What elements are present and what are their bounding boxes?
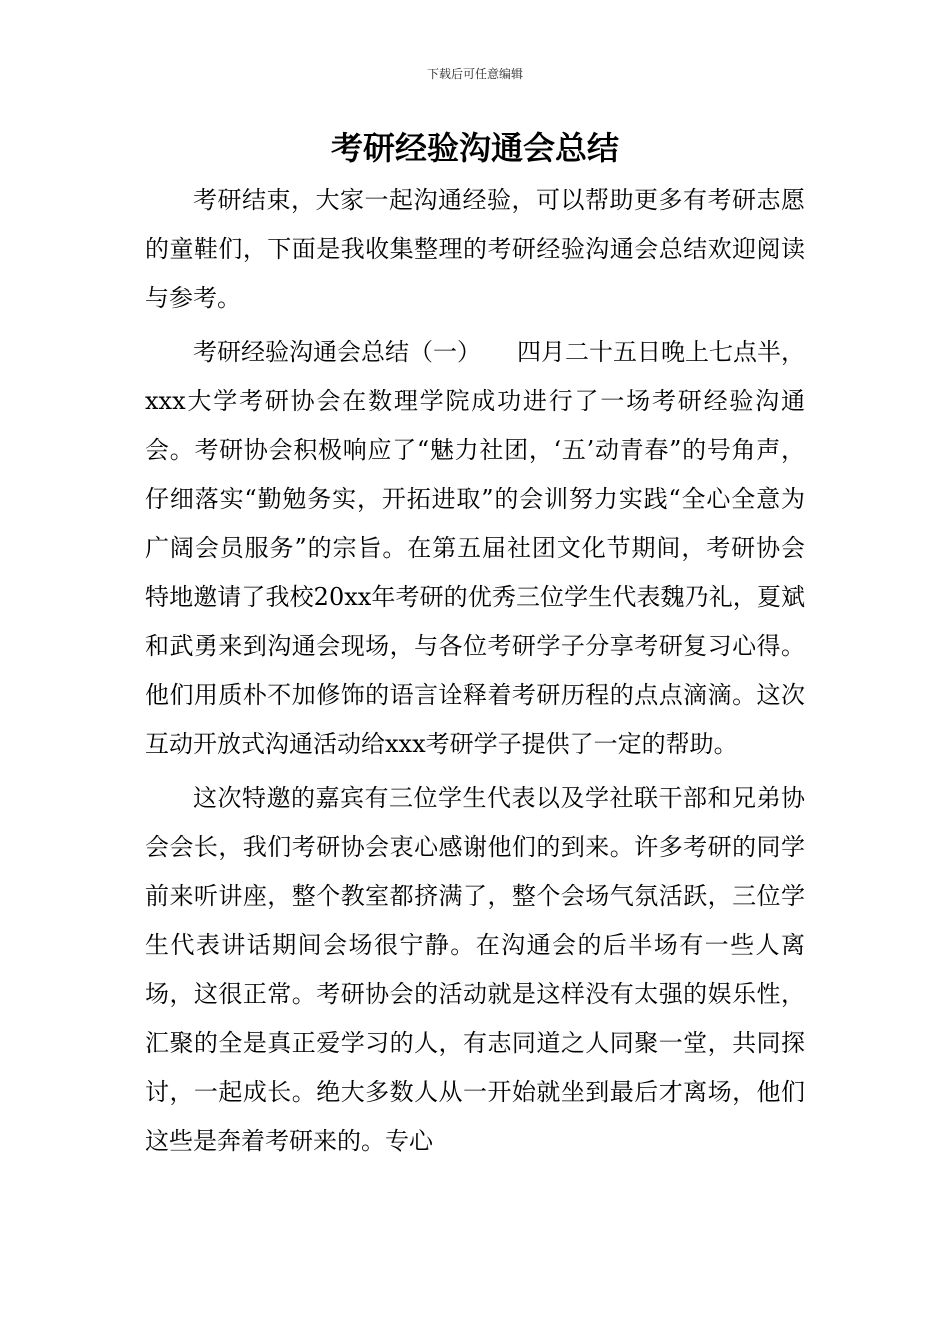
document-title: 考研经验沟通会总结: [330, 129, 619, 167]
document-body: [145, 176, 805, 1166]
header-note: 下载后可任意编辑: [426, 67, 523, 81]
intro-paragraph: 考研结束，大家一起沟通经验，可以帮助更多有考研志愿的童鞋们，下面是我收集整理的考研经验沟通会总结欢迎阅读与参考。: [145, 186, 805, 312]
summary-one-paragraph: 考研经验沟通会总结（一） 四月二十五日晚上七点半，xxx大学考研协会在数理学院成功进行了一场考研经验沟通会。考研协会积极响应了“魅力社团，‘五’动青春”的号角声，仔细落实“勤勉务实，开拓进取”的会训努力实践“全心全意为广阔会员服务”的宗旨。在第五届社团文化节期间，考研协会特地邀请了我校20xx年考研的优秀三位学生代表魏乃礼，夏斌和武勇来到沟通会现场，与各位考研学子分享考研复习心得。他们用质朴不加修饰的语言诠释着考研历程的点点滴滴。这次互动开放式沟通活动给xxx考研学子提供了一定的帮助。: [145, 338, 805, 758]
guests-paragraph: 这次特邀的嘉宾有三位学生代表以及学社联干部和兄弟协会会长，我们考研协会衷心感谢他们的到来。许多考研的同学前来听讲座，整个教室都挤满了，整个会场气氛活跃，三位学生代表讲话期间会场很宁静。在沟通会的后半场有一些人离场，这很正常。考研协会的活动就是这样没有太强的娱乐性，汇聚的全是真正爱学习的人，有志同道之人同聚一堂，共同探讨，一起成长。绝大多数人从一开始就坐到最后才离场，他们这些是奔着考研来的。专心: [145, 784, 805, 1155]
